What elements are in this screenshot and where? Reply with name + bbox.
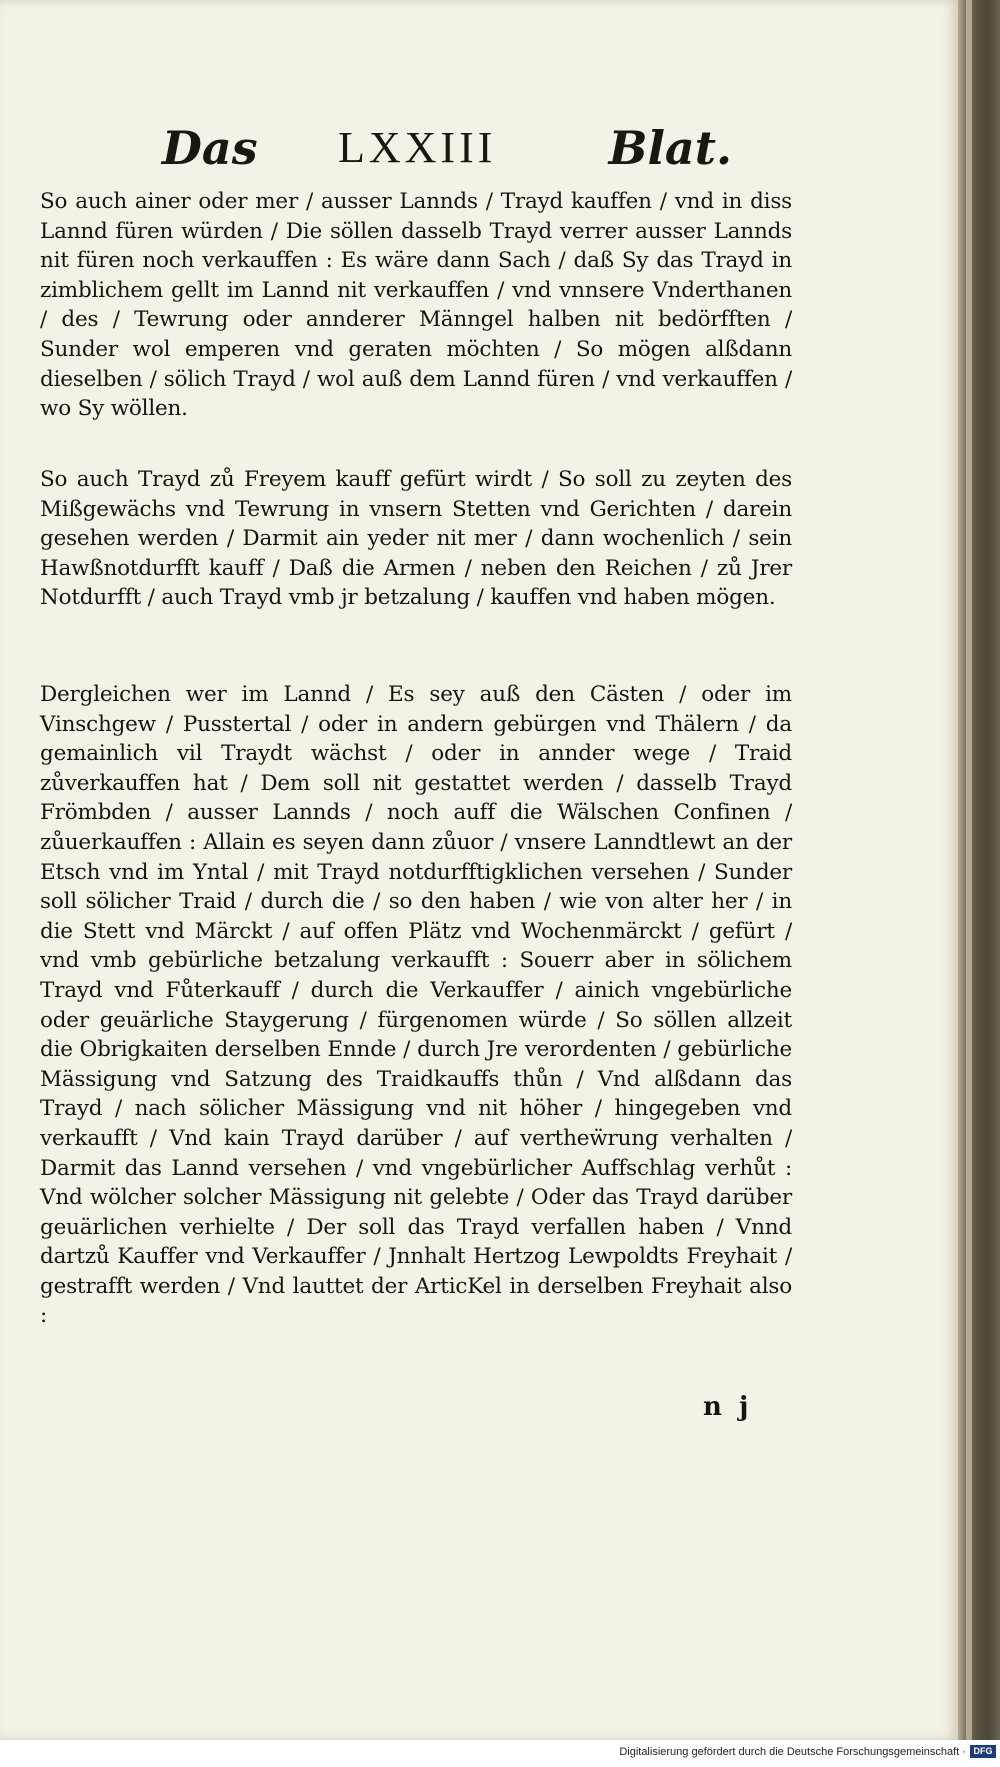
folio-number: LXXIII (338, 123, 497, 172)
paragraph-2: So auch Trayd zů Freyem kauff gefürt wirdt / So soll zu zeyten des Mißgewächs vnd Tewrung in vnsern Stetten vnd Gerichten / darein gesehen werden / Darmit ain yeder nit mer / dann wochenlich / sein Hawßnotdurfft kauff / Daß die Armen / neben den Reichen / zů Jrer Notdurfft / auch Trayd vmb jr betzalung / kauffen vnd haben mögen. (40, 467, 792, 611)
header-left-text: Das (162, 121, 258, 175)
header-right-text: Blat. (608, 121, 732, 175)
digitization-footer (0, 1740, 1000, 1767)
footer-credit: Digitalisierung gefördert durch die Deutsche Forschungsgemeinschaft · (619, 1746, 966, 1758)
signature-mark: n j (703, 1392, 753, 1422)
page-edge (966, 0, 972, 1740)
dfg-logo-icon: DFG (970, 1745, 996, 1758)
book-spine (958, 0, 1000, 1740)
page-header (152, 118, 732, 178)
paragraph-3: Dergleichen wer im Lannd / Es sey auß den Cästen / oder im Vinschgew / Pusstertal / oder in andern gebürgen vnd Thälern / da gemainlich vil Traydt wächst / oder in annder wege / Traid zůverkauffen hat / Dem soll nit gestattet werden / dasselb Trayd Frömbden / ausser Lannds / noch auff die Wälschen Confinen / zůuerkauffen : Allain es seyen dann zůuor / vnsere Lanndtlewt an der Etsch vnd im Yntal / mit Trayd notdurfftigklichen versehen / Sunder soll sölicher Traid / durch die / so den haben / wie von alter her / in die Stett vnd Märckt / auf offen Plätz vnd Wochenmärckt / gefürt / vnd vmb gebürliche betzalung verkaufft : Souerr aber in sölichem Trayd vnd Fůterkauff / durch die Verkauffer / ainich vngebürliche oder geuärliche Staygerung / fürgenomen würde / So söllen allzeit die Obrigkaiten derselben Ennde / durch Jre verordenten / gebürliche Mässigung vnd Satzung des Traidkauffs thůn / Vnd alßdann das Trayd / nach sölicher Mässigung vnd nit höher / hingegeben vnd verkaufft / Vnd kain Trayd darüber / auf vertheẅrung verhalten / Darmit das Lannd versehen / vnd vngebürlicher Auffschlag verhůt : Vnd wölcher solcher Mässigung nit gelebte / Oder das Trayd darüber geuärlichen verhielte / Der soll das Trayd verfallen haben / Vnnd dartzů Kauffer vnd Verkauffer / Jnnhalt Hertzog Lewpoldts Freyhait / gestrafft werden / Vnd lauttet der ArticKel in derselben Freyhait also : (40, 682, 792, 1329)
paragraph-1: So auch ainer oder mer / ausser Lannds / Trayd kauffen / vnd in diss Lannd füren würden / Die söllen dasselb Trayd verrer ausser Lannds nit füren noch verkauffen : Es wäre dann Sach / daß Sy das Trayd in zimblichem gellt im Lannd nit verkauffen / vnd vnnsere Vnderthanen / des / Tewrung oder annderer Männgel halben nit bedörfften / Sunder wol emperen vnd geraten möchten / So mögen alßdann dieselben / sölich Trayd / wol auß dem Lannd füren / vnd verkauffen / wo Sy wöllen. (40, 189, 792, 422)
